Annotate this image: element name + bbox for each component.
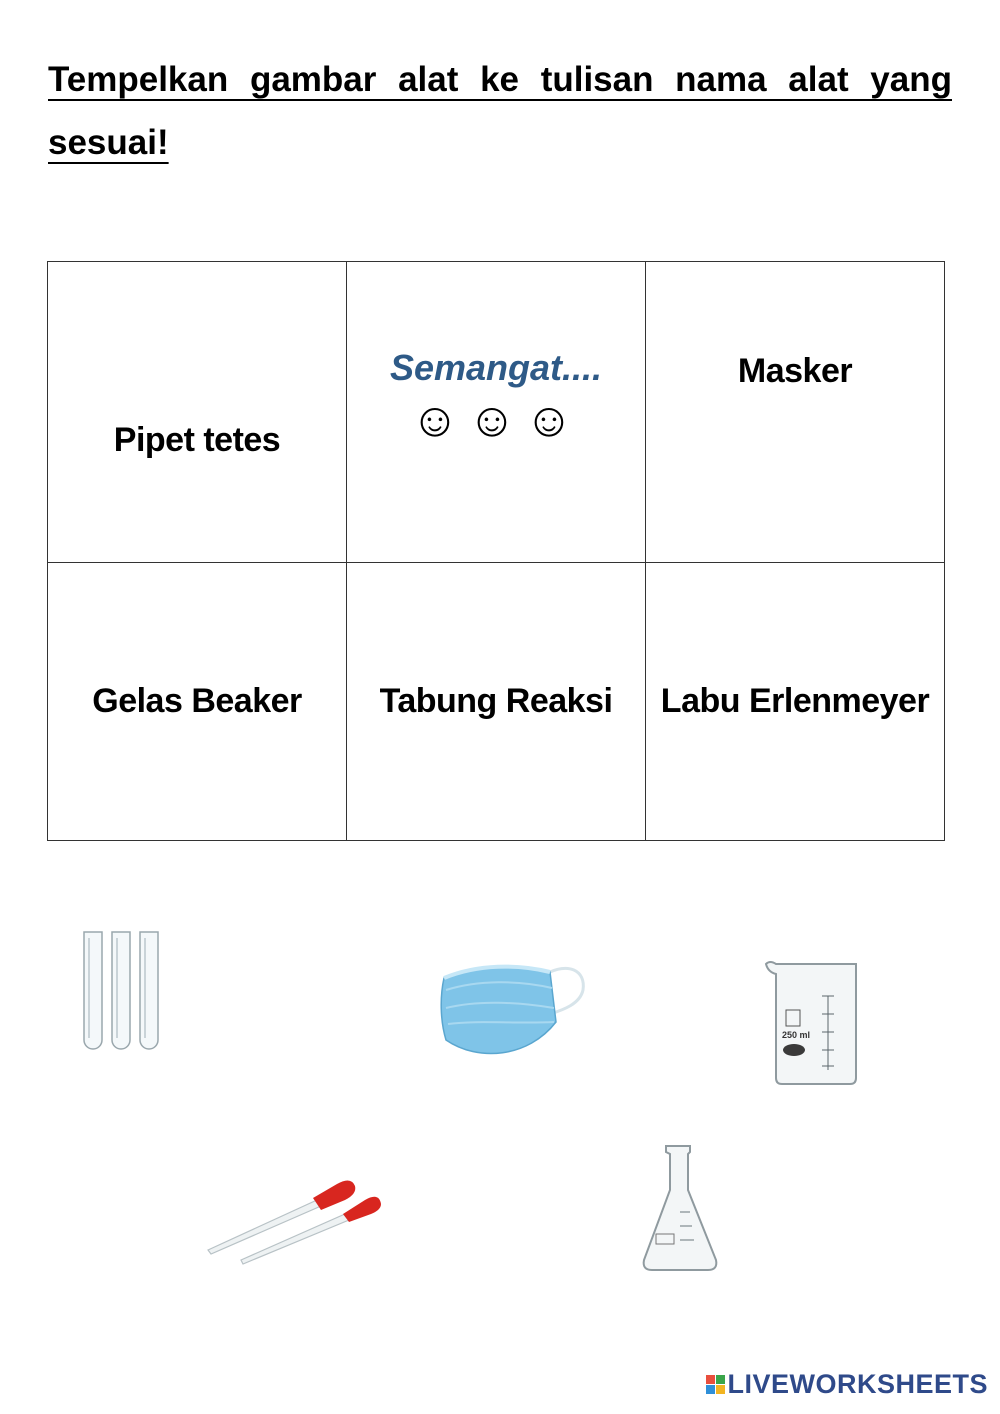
smiley-icons: ☺☺☺ <box>410 393 582 447</box>
drop-zone-gelas-beaker[interactable] <box>48 563 347 841</box>
dropper-pipette-icon[interactable] <box>205 1170 385 1270</box>
test-tubes-icon[interactable] <box>80 928 165 1061</box>
label-tabung-reaksi: Tabung Reaksi <box>379 682 613 720</box>
answer-table <box>47 261 945 841</box>
instruction-heading <box>48 48 952 174</box>
instruction-text: Tempelkan gambar alat ke tulisan nama alat yang sesuai! <box>48 60 952 162</box>
drop-zone-pipet-tetes[interactable] <box>48 262 347 563</box>
label-gelas-beaker: Gelas Beaker <box>92 682 302 720</box>
drop-zone-masker[interactable] <box>646 262 945 563</box>
label-pipet-tetes: Pipet tetes <box>113 420 281 459</box>
beaker-volume-label: 250 ml <box>782 1030 811 1040</box>
liveworksheets-logo <box>706 1369 988 1400</box>
encouragement-cell <box>347 262 646 563</box>
label-masker: Masker <box>737 352 853 390</box>
drop-zone-tabung-reaksi[interactable] <box>347 563 646 841</box>
face-mask-icon[interactable] <box>438 960 588 1070</box>
drop-zone-labu-erlenmeyer[interactable] <box>646 563 945 841</box>
encouragement-text: Semangat.... <box>389 346 603 388</box>
label-labu-erlenmeyer: Labu Erlenmeyer <box>660 682 930 720</box>
erlenmeyer-flask-icon[interactable] <box>640 1142 720 1279</box>
logo-mark-icon <box>706 1375 725 1394</box>
beaker-icon[interactable] <box>762 958 862 1091</box>
logo-text: LIVEWORKSHEETS <box>727 1369 988 1399</box>
